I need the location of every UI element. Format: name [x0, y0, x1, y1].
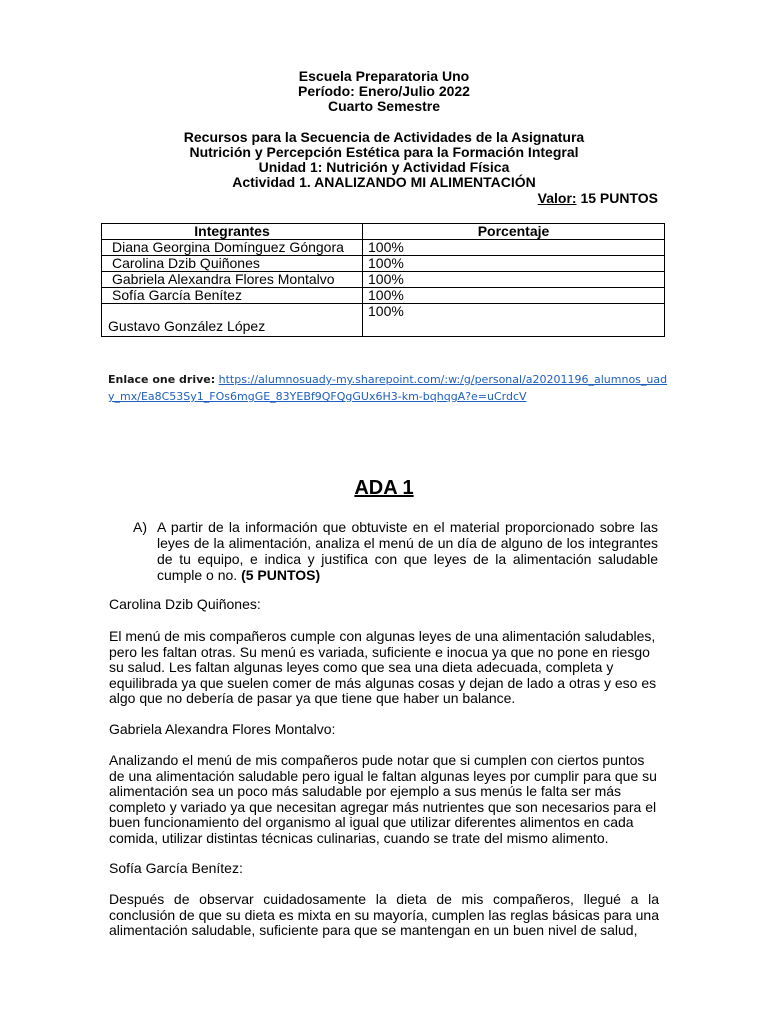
- subject-title: Nutrición y Percepción Estética para la Formación Integral: [189, 144, 579, 160]
- school-name: Escuela Preparatoria Uno: [298, 68, 470, 84]
- semester: Cuarto Semestre: [327, 98, 441, 114]
- member-percentage: 100%: [363, 304, 665, 337]
- table-row: [102, 288, 665, 304]
- valor-value: 15 PUNTOS: [576, 190, 658, 206]
- onedrive-link[interactable]: https://alumnosuady-my.sharepoint.com/:w:/g/personal/a20201196_alumnos_uady_mx/Ea8C53Sy1_FOs6mgGE_83YEBf9QFQgGUx6H3-km-bqhqgA?e=uCrdcV: [108, 373, 668, 403]
- table-header-row: [102, 224, 665, 240]
- members-table: [101, 223, 665, 337]
- member-percentage: 100%: [363, 256, 665, 272]
- answer-text: Analizando el menú de mis compañeros pude notar que si cumplen con ciertos puntos de una alimentación saludable pero igual le faltan algunas leyes por cumplir para que su alimentación sea un poco más saludable por ejemplo a sus menús le falta ser más completo y variado ya que necesitan agregar más nutrientes que son necesarios para el buen funcionamiento del organismo al igual que utilizar diferentes alimentos en cada comida, utilizar distintas técnicas culinarias, cuando se trate del mismo alimento.: [109, 752, 657, 846]
- document-header: [0, 69, 768, 114]
- table-row: [102, 304, 665, 337]
- member-name: Diana Georgina Domínguez Góngora: [102, 240, 363, 256]
- unit-title: Unidad 1: Nutrición y Actividad Física: [258, 159, 510, 175]
- activity-value: [538, 191, 658, 206]
- onedrive-link-label: Enlace one drive:: [108, 373, 216, 386]
- answer-author: Carolina Dzib Quiñones:: [109, 596, 261, 612]
- member-percentage: 100%: [363, 240, 665, 256]
- answer-author: Sofía García Benítez:: [109, 860, 243, 876]
- header-integrantes: Integrantes: [102, 224, 363, 240]
- member-name: Gabriela Alexandra Flores Montalvo: [102, 272, 363, 288]
- header-porcentaje: Porcentaje: [363, 224, 665, 240]
- answer-text: Después de observar cuidadosamente la dieta de mis compañeros, llegué a la conclusión de que su dieta es mixta en su mayoría, cumplen las reglas básicas para una alimentación saludable, suficiente para que se mantengan en un buen nivel de salud,: [109, 891, 659, 938]
- member-percentage: 100%: [363, 272, 665, 288]
- table-row: [102, 256, 665, 272]
- answer-text: El menú de mis compañeros cumple con algunas leyes de una alimentación saludables, pero les faltan otras. Su menú es variada, suficiente e inocua ya que no pone en riesgo su salud. Les faltan algunas leyes como que sea una dieta adecuada, completa y equilibrada ya que suelen comer de más algunas cosas y dejan de lado a otras y eso es algo que no debería de pasar ya que tiene que haber un balance.: [109, 628, 657, 706]
- question-label: A): [133, 519, 147, 535]
- question-text-block: [157, 519, 658, 583]
- table-row: [102, 272, 665, 288]
- period: Período: Enero/Julio 2022: [298, 83, 470, 99]
- resources-title: Recursos para la Secuencia de Actividades de la Asignatura: [183, 129, 585, 145]
- question-text: A partir de la información que obtuviste en el material proporcionado sobre las leyes de la alimentación, analiza el menú de un día de alguno de los integrantes de tu equipo, e indica y justifica con que leyes de la alimentación saludable cumple o no.: [157, 519, 658, 583]
- member-name: Gustavo González López: [102, 304, 363, 337]
- answer-author: Gabriela Alexandra Flores Montalvo:: [109, 721, 336, 737]
- question-points: (5 PUNTOS): [241, 567, 321, 583]
- table-row: [102, 240, 665, 256]
- course-header: [0, 130, 768, 190]
- activity-title: Actividad 1. ANALIZANDO MI ALIMENTACIÓN: [232, 174, 536, 190]
- ada-title: ADA 1: [354, 477, 414, 499]
- valor-label: Valor:: [537, 190, 577, 206]
- question-a: [133, 519, 658, 583]
- onedrive-link-block: [108, 371, 668, 405]
- member-percentage: 100%: [363, 288, 665, 304]
- member-name: Carolina Dzib Quiñones: [102, 256, 363, 272]
- member-name: Sofía García Benítez: [102, 288, 363, 304]
